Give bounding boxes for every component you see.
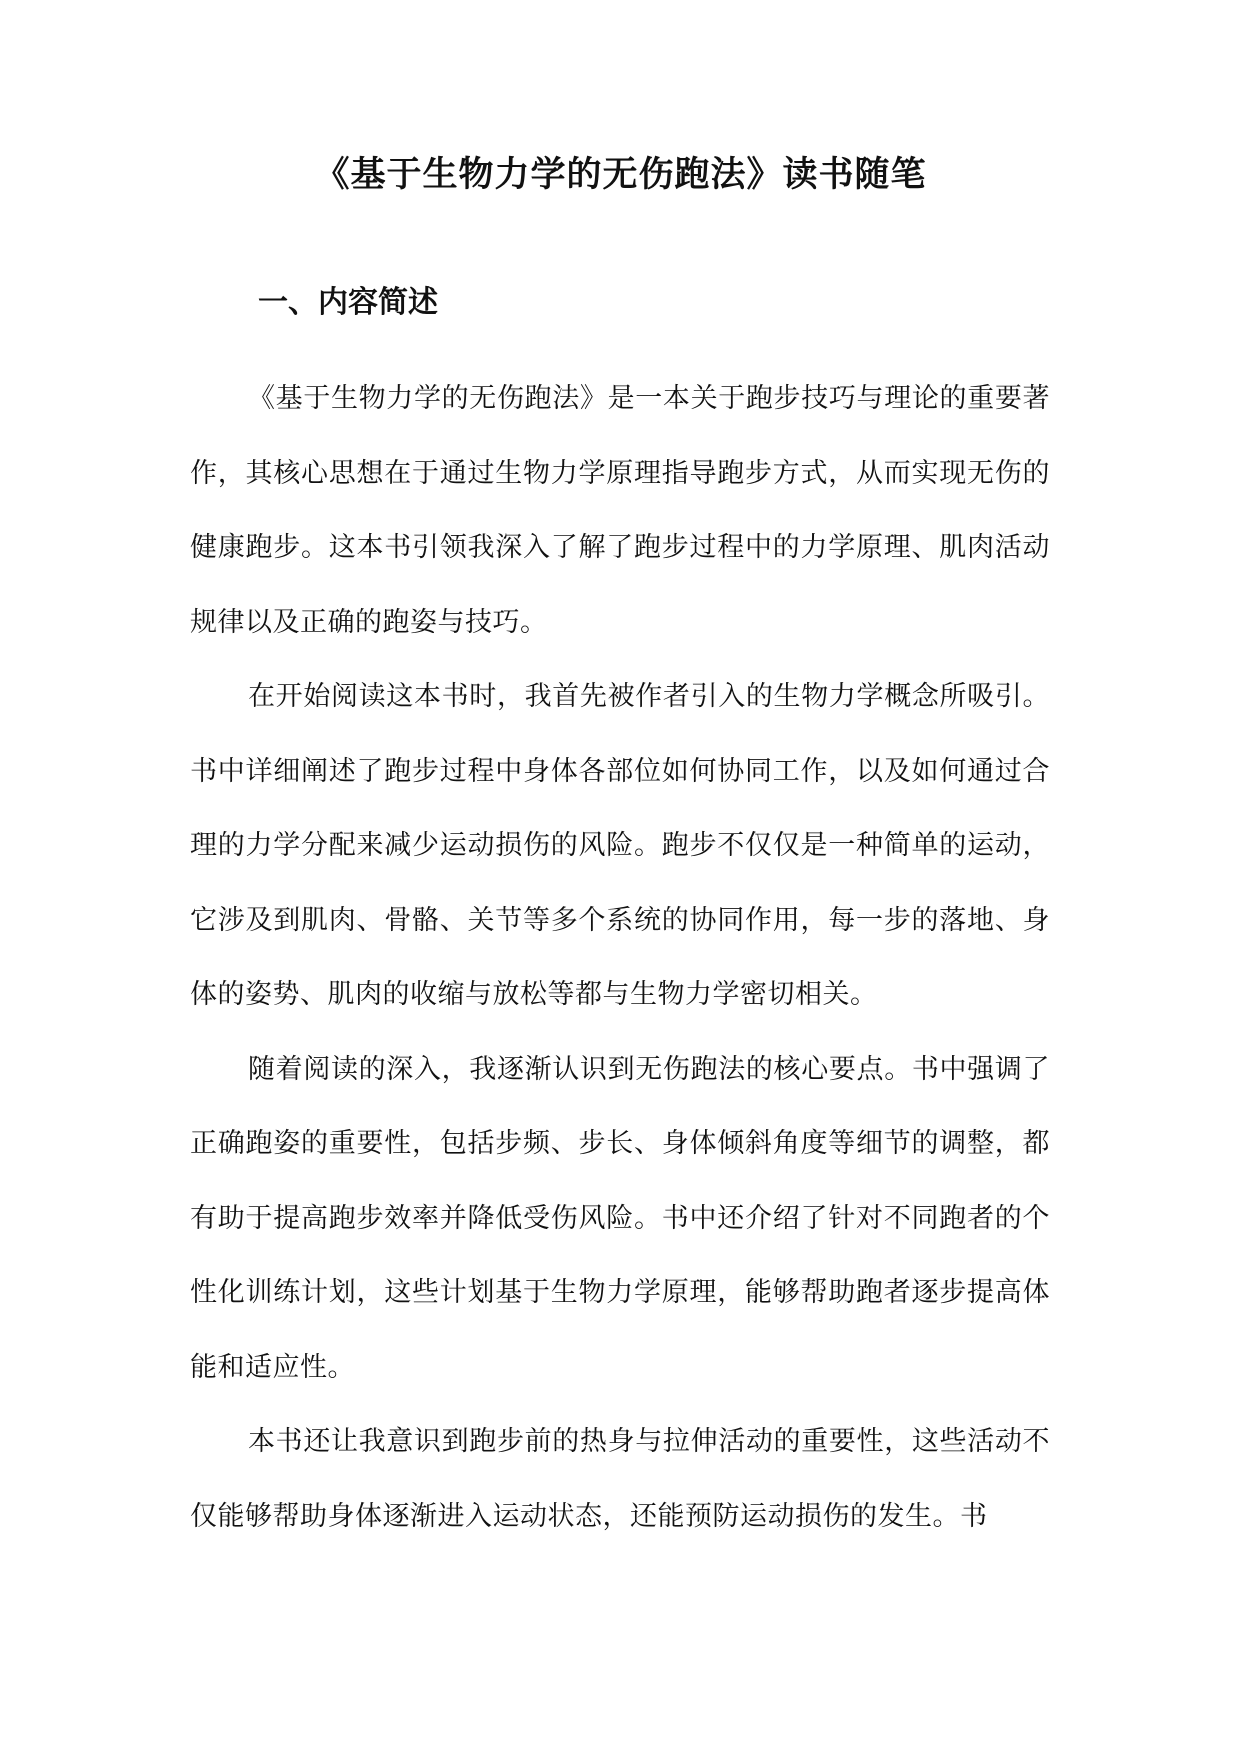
document-title: 《基于生物力学的无伤跑法》读书随笔 [314, 154, 927, 195]
body-text [190, 362, 1050, 1554]
paragraph: 《基于生物力学的无伤跑法》是一本关于跑步技巧与理论的重要著作，其核心思想在于通过生物力学原理指导跑步方式，从而实现无伤的健康跑步。这本书引领我深入了解了跑步过程中的力学原理、肌肉活动规律以及正确的跑姿与技巧。 [190, 383, 1050, 638]
paragraph: 在开始阅读这本书时，我首先被作者引入的生物力学概念所吸引。书中详细阐述了跑步过程中身体各部位如何协同工作，以及如何通过合理的力学分配来减少运动损伤的风险。跑步不仅仅是一种简单的运动，它涉及到肌肉、骨骼、关节等多个系统的协同作用，每一步的落地、身体的姿势、肌肉的收缩与放松等都与生物力学密切相关。 [190, 681, 1050, 1010]
section-heading: 一、内容简述 [258, 285, 438, 320]
paragraph: 本书还让我意识到跑步前的热身与拉伸活动的重要性，这些活动不仅能够帮助身体逐渐进入运动状态，还能预防运动损伤的发生。书 [190, 1426, 1050, 1532]
paragraph: 随着阅读的深入，我逐渐认识到无伤跑法的核心要点。书中强调了正确跑姿的重要性，包括步频、步长、身体倾斜角度等细节的调整，都有助于提高跑步效率并降低受伤风险。书中还介绍了针对不同跑者的个性化训练计划，这些计划基于生物力学原理，能够帮助跑者逐步提高体能和适应性。 [190, 1053, 1050, 1383]
